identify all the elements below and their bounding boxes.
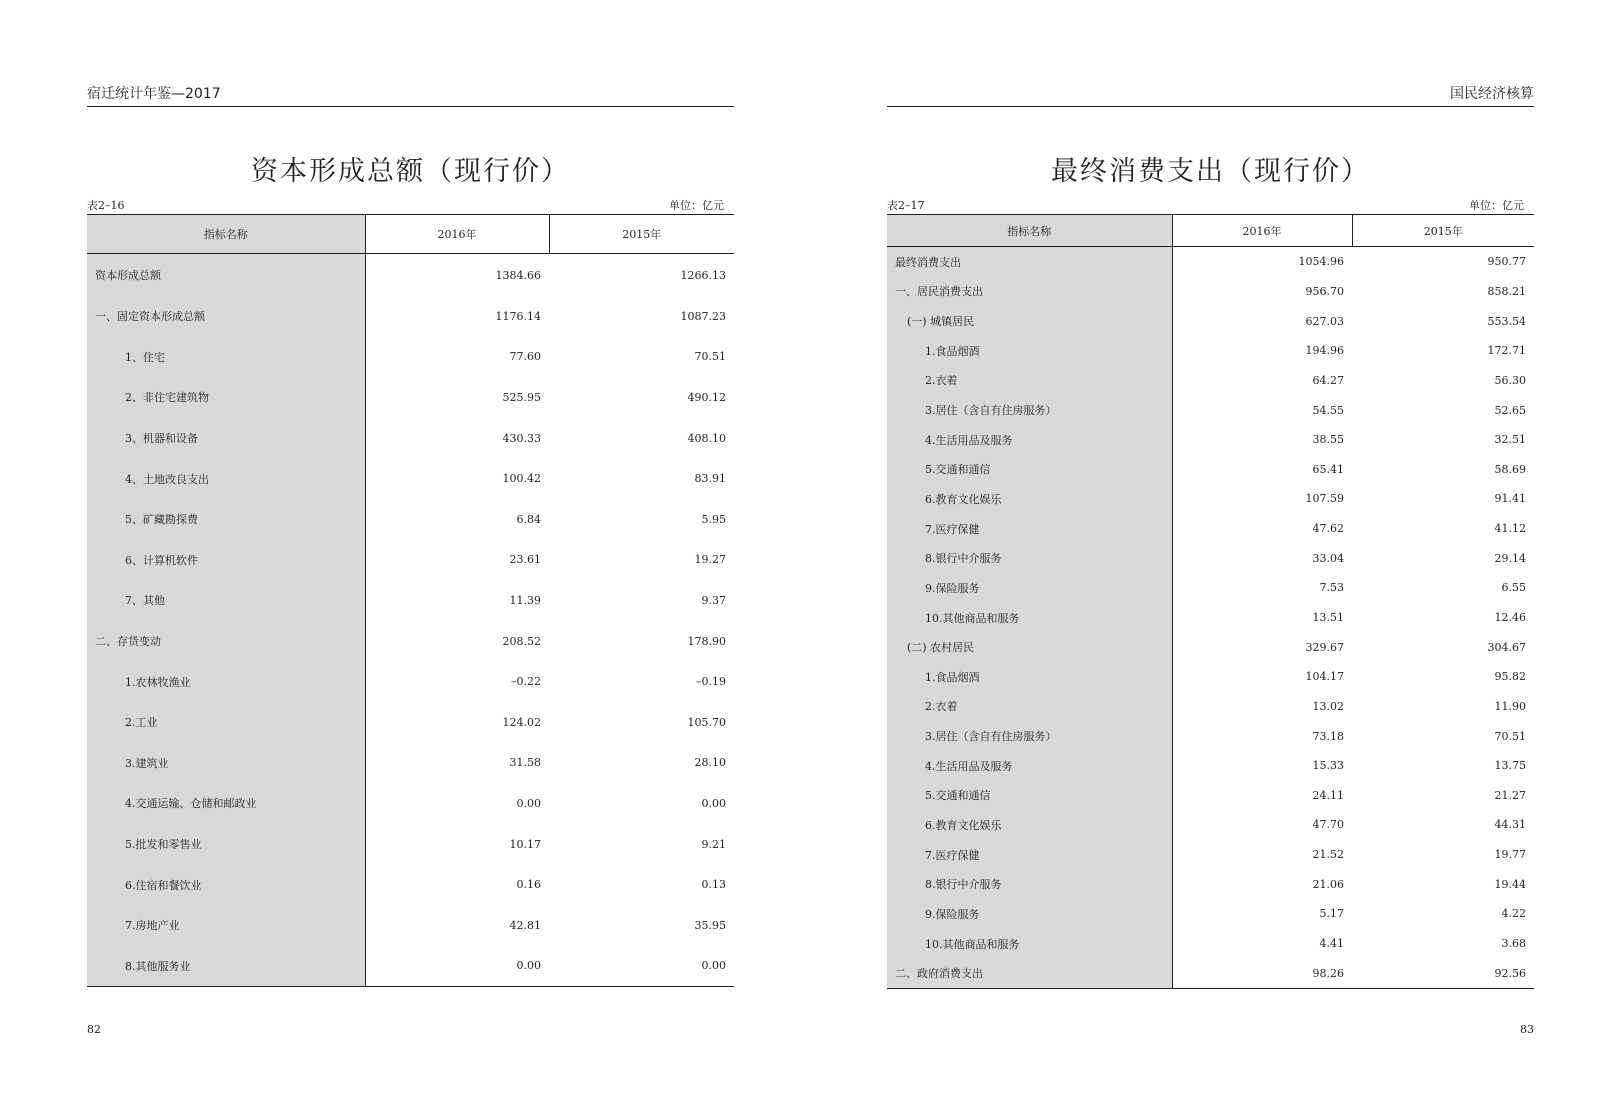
row-value-2016: 13.02 (1312, 699, 1344, 713)
table-body (887, 247, 1534, 989)
row-indicator-name: 2.衣着 (887, 366, 1172, 396)
row-value-2015: 92.56 (1352, 958, 1534, 988)
row-value-2015: 304.67 (1487, 640, 1526, 654)
row-value-2015: 408.10 (687, 431, 726, 445)
row-value-2016: 23.61 (509, 553, 541, 567)
row-value-2015: 4.22 (1501, 907, 1526, 921)
row-indicator-name: 1、住宅 (87, 337, 365, 378)
row-indicator-name: 5.交通和通信 (887, 781, 1172, 811)
table-row (887, 632, 1534, 662)
table-header-row (87, 215, 734, 254)
row-value-2016: 124.02 (502, 715, 541, 729)
row-value-2016: 11.39 (509, 593, 541, 607)
table-row (887, 810, 1534, 840)
table-row (887, 336, 1534, 366)
row-value-2016: 24.11 (1312, 788, 1344, 802)
row-indicator-name: 3.建筑业 (87, 743, 365, 784)
row-value-2016: 10.17 (509, 837, 541, 851)
row-value-2016: 47.62 (1312, 522, 1344, 536)
row-value-2016: 77.60 (509, 350, 541, 364)
row-value-2016: 0.16 (516, 878, 541, 892)
table-row (87, 661, 734, 702)
row-value-2016: 7.53 (1319, 581, 1344, 595)
row-indicator-name: 8.银行中介服务 (887, 869, 1172, 899)
row-indicator-name: 3.居住（含自有住房服务） (887, 721, 1172, 751)
table-row (87, 743, 734, 784)
row-value-2015: 19.77 (1494, 848, 1526, 862)
table-row (87, 418, 734, 459)
table-row (87, 905, 734, 946)
row-value-2015: 19.44 (1494, 877, 1526, 891)
row-indicator-name: 4.交通运输、仓储和邮政业 (87, 783, 365, 824)
row-value-2016: 5.17 (1319, 907, 1344, 921)
row-indicator-name: 2、非住宅建筑物 (87, 377, 365, 418)
row-value-2015: 44.31 (1494, 818, 1526, 832)
row-value-2015: 490.12 (687, 390, 726, 404)
row-indicator-name: 二、政府消费支出 (887, 958, 1172, 988)
row-value-2015: 91.41 (1494, 492, 1526, 506)
row-indicator-name: 7、其他 (87, 580, 365, 621)
header-indicator: 指标名称 (87, 215, 365, 254)
row-indicator-name: 3、机器和设备 (87, 418, 365, 459)
row-value-2015: 41.12 (1494, 522, 1526, 536)
row-value-2016: 329.67 (1305, 640, 1344, 654)
row-value-2015: 58.69 (1494, 462, 1526, 476)
page-number: 82 (87, 1023, 101, 1036)
row-value-2016: 627.03 (1305, 314, 1344, 328)
running-head (887, 84, 1534, 107)
row-indicator-name: 10.其他商品和服务 (887, 929, 1172, 959)
row-indicator-name: 7.医疗保健 (887, 514, 1172, 544)
row-indicator-name: 9.保险服务 (887, 573, 1172, 603)
row-indicator-name: 1.食品烟酒 (887, 336, 1172, 366)
row-indicator-name: 1.食品烟酒 (887, 662, 1172, 692)
final-consumption-table (887, 214, 1534, 989)
table-row (887, 692, 1534, 722)
row-value-2015: 11.90 (1494, 699, 1526, 713)
row-value-2016: 430.33 (502, 431, 541, 445)
row-value-2016: 21.06 (1312, 877, 1344, 891)
page-number: 83 (1520, 1023, 1534, 1036)
row-indicator-name: 7.房地产业 (87, 905, 365, 946)
header-2016: 2016年 (365, 215, 549, 254)
table-row (87, 824, 734, 865)
row-value-2016: 208.52 (502, 634, 541, 648)
row-value-2016: 42.81 (509, 918, 541, 932)
row-value-2016: 98.26 (1172, 958, 1352, 988)
unit-label: 单位：亿元 (1469, 199, 1524, 212)
row-value-2015: 19.27 (694, 553, 726, 567)
header-2015: 2015年 (549, 215, 734, 254)
row-value-2015: 0.13 (701, 878, 726, 892)
table-row (887, 277, 1534, 307)
table-number: 表2–16 (87, 199, 125, 212)
row-value-2015: 9.21 (701, 837, 726, 851)
table-row (887, 603, 1534, 633)
table-row (87, 296, 734, 337)
row-indicator-name: (二) 农村居民 (887, 632, 1172, 662)
row-indicator-name: 6.教育文化娱乐 (887, 484, 1172, 514)
row-indicator-name: 4.生活用品及服务 (887, 425, 1172, 455)
row-value-2015: 95.82 (1494, 670, 1526, 684)
page-title: 最终消费支出（现行价） (1051, 156, 1370, 188)
row-value-2016: 1054.96 (1298, 255, 1344, 269)
row-value-2016: 956.70 (1305, 284, 1344, 298)
row-value-2015: 35.95 (694, 918, 726, 932)
row-value-2015: 1266.13 (680, 268, 726, 282)
row-value-2016: 38.55 (1312, 433, 1344, 447)
row-indicator-name: 5、矿藏勘探费 (87, 499, 365, 540)
table-row (87, 254, 734, 297)
row-value-2016: 54.55 (1312, 403, 1344, 417)
header-2015: 2015年 (1352, 215, 1534, 247)
row-value-2016: 1176.14 (495, 309, 541, 323)
row-value-2015: 172.71 (1487, 344, 1526, 358)
row-indicator-name: 一、固定资本形成总额 (87, 296, 365, 337)
table-row (887, 454, 1534, 484)
table-row (87, 621, 734, 662)
table-row (887, 366, 1534, 396)
table-row (87, 540, 734, 581)
row-indicator-name: 最终消费支出 (887, 247, 1172, 277)
row-value-2016: 1384.66 (495, 268, 541, 282)
table-row (887, 899, 1534, 929)
row-value-2015: 32.51 (1494, 433, 1526, 447)
row-value-2016: 107.59 (1305, 492, 1344, 506)
row-indicator-name: 二、存货变动 (87, 621, 365, 662)
table-row (887, 781, 1534, 811)
row-value-2016: 15.33 (1312, 759, 1344, 773)
row-value-2016: 525.95 (502, 390, 541, 404)
table-body (87, 254, 734, 987)
row-indicator-name: 4、土地改良支出 (87, 458, 365, 499)
row-indicator-name: 5.交通和通信 (887, 454, 1172, 484)
row-value-2015: 21.27 (1494, 788, 1526, 802)
row-value-2015: 70.51 (1494, 729, 1526, 743)
table-row (87, 946, 734, 987)
row-indicator-name: 资本形成总额 (87, 254, 365, 297)
row-indicator-name: 8.银行中介服务 (887, 543, 1172, 573)
row-value-2015: 1087.23 (680, 309, 726, 323)
table-row (887, 247, 1534, 277)
row-value-2015: 950.77 (1487, 255, 1526, 269)
header-indicator: 指标名称 (887, 215, 1172, 247)
row-value-2015: 28.10 (694, 756, 726, 770)
table-row (887, 840, 1534, 870)
row-value-2015: 553.54 (1487, 314, 1526, 328)
table-header-row (887, 215, 1534, 247)
row-value-2016: 4.41 (1319, 937, 1344, 951)
table-row (887, 395, 1534, 425)
row-value-2016: 21.52 (1312, 848, 1344, 862)
row-value-2016: 6.84 (516, 512, 541, 526)
row-value-2016: 194.96 (1305, 344, 1344, 358)
row-value-2015: 858.21 (1487, 284, 1526, 298)
row-indicator-name: 8.其他服务业 (87, 946, 365, 987)
left-page (87, 0, 734, 1099)
row-indicator-name: 10.其他商品和服务 (887, 603, 1172, 633)
row-value-2015: 178.90 (687, 634, 726, 648)
row-indicator-name: 6.住宿和餐饮业 (87, 864, 365, 905)
row-indicator-name: 4.生活用品及服务 (887, 751, 1172, 781)
row-value-2016: 73.18 (1312, 729, 1344, 743)
row-value-2015: 0.00 (701, 796, 726, 810)
row-value-2015: 12.46 (1494, 611, 1526, 624)
row-value-2015: 83.91 (694, 472, 726, 486)
table-number: 表2–17 (887, 199, 925, 212)
row-value-2016: 47.70 (1312, 818, 1344, 832)
row-indicator-name: 6.教育文化娱乐 (887, 810, 1172, 840)
running-head-text: 宿迁统计年鉴—2017 (87, 86, 221, 102)
row-indicator-name: (一) 城镇居民 (887, 306, 1172, 336)
row-value-2015: 5.95 (701, 512, 726, 526)
row-indicator-name: 3.居住（含自有住房服务） (887, 395, 1172, 425)
row-indicator-name: 7.医疗保健 (887, 840, 1172, 870)
table-row (87, 377, 734, 418)
table-row (887, 425, 1534, 455)
row-value-2016: 33.04 (1312, 551, 1344, 565)
page-title: 资本形成总额（现行价） (251, 156, 570, 188)
row-value-2016: 0.00 (516, 796, 541, 810)
table-row (887, 662, 1534, 692)
table-row (887, 929, 1534, 959)
row-value-2015: 0.00 (549, 946, 734, 987)
row-value-2015: 52.65 (1494, 403, 1526, 417)
row-value-2015: –0.19 (696, 675, 726, 689)
table-row (887, 543, 1534, 573)
row-indicator-name: 2.衣着 (887, 692, 1172, 722)
row-value-2015: 70.51 (694, 350, 726, 364)
table-row (887, 721, 1534, 751)
table-row (887, 751, 1534, 781)
table-row (887, 484, 1534, 514)
row-value-2016: 0.00 (365, 946, 549, 987)
table-row (87, 702, 734, 743)
row-indicator-name: 6、计算机软件 (87, 540, 365, 581)
table-row (87, 499, 734, 540)
row-value-2016: 104.17 (1305, 670, 1344, 684)
row-value-2015: 6.55 (1501, 581, 1526, 595)
running-head (87, 84, 734, 107)
row-indicator-name: 5.批发和零售业 (87, 824, 365, 865)
row-value-2016: 65.41 (1312, 462, 1344, 476)
row-value-2015: 3.68 (1501, 937, 1526, 951)
row-value-2016: 64.27 (1312, 373, 1344, 387)
unit-label: 单位：亿元 (669, 199, 724, 212)
row-value-2015: 9.37 (701, 593, 726, 607)
row-value-2015: 13.75 (1494, 759, 1526, 773)
row-indicator-name: 一、居民消费支出 (887, 277, 1172, 307)
table-row (87, 337, 734, 378)
row-indicator-name: 1.农林牧渔业 (87, 661, 365, 702)
header-2016: 2016年 (1172, 215, 1352, 247)
table-row (87, 580, 734, 621)
table-row (87, 864, 734, 905)
table-row (887, 306, 1534, 336)
row-value-2016: 31.58 (509, 756, 541, 770)
table-row (87, 783, 734, 824)
capital-formation-table (87, 214, 734, 987)
row-value-2016: 100.42 (502, 472, 541, 486)
right-page (887, 0, 1534, 1099)
table-row (887, 958, 1534, 988)
table-row (887, 514, 1534, 544)
row-value-2016: –0.22 (511, 675, 541, 689)
row-indicator-name: 2.工业 (87, 702, 365, 743)
table-row (87, 458, 734, 499)
running-head-text: 国民经济核算 (1450, 86, 1534, 102)
row-value-2015: 56.30 (1494, 373, 1526, 387)
row-indicator-name: 9.保险服务 (887, 899, 1172, 929)
row-value-2016: 13.51 (1312, 611, 1344, 624)
row-value-2015: 29.14 (1494, 551, 1526, 565)
table-row (887, 573, 1534, 603)
table-row (887, 869, 1534, 899)
row-value-2015: 105.70 (687, 715, 726, 729)
